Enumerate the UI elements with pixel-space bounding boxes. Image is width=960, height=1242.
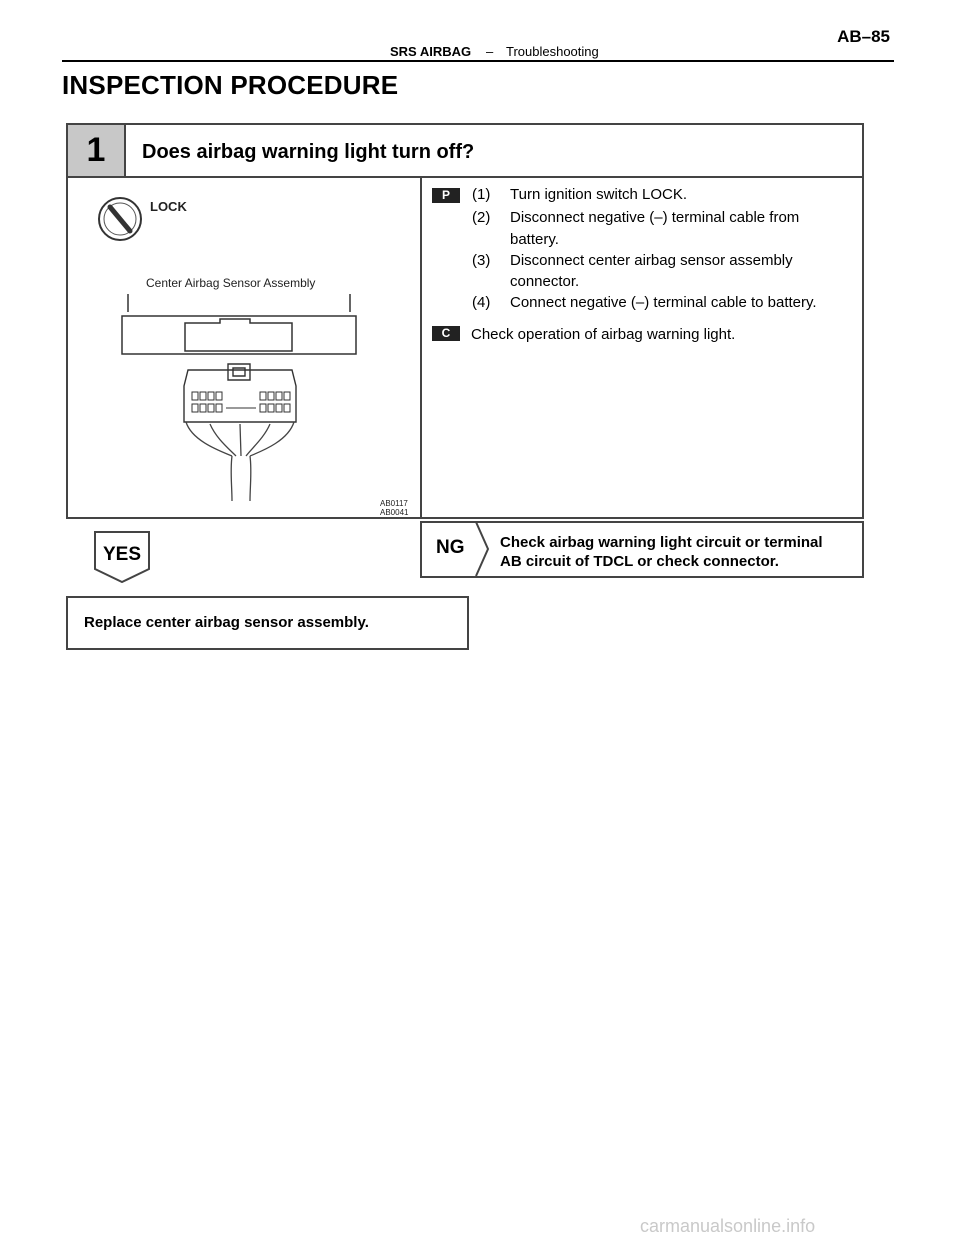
watermark: carmanualsonline.info (640, 1216, 816, 1236)
check-text: Check operation of airbag warning light. (471, 326, 736, 343)
header-rule (62, 60, 894, 62)
procedure-step-number: (1) (472, 186, 491, 203)
procedure-step-text: battery. (510, 231, 559, 248)
procedure-step-text: connector. (510, 273, 580, 290)
procedure-step-text: Turn ignition switch LOCK. (510, 186, 688, 203)
check-tag: C (432, 326, 460, 341)
yes-action-text: Replace center airbag sensor assembly. (84, 614, 369, 631)
sensor-housing (122, 294, 356, 354)
ng-action-line: AB circuit of TDCL or check connector. (500, 553, 779, 570)
procedure-step-text: Disconnect center airbag sensor assembly (510, 252, 793, 269)
procedure-step-number: (2) (472, 209, 491, 226)
ng-arrow-icon (474, 522, 494, 576)
step-question: Does airbag warning light turn off? (142, 141, 475, 163)
header-section: SRS AIRBAG (390, 44, 472, 59)
procedure-step-text: Connect negative (–) terminal cable to battery. (510, 294, 817, 311)
step-divider-horizontal (68, 176, 862, 178)
page-title: INSPECTION PROCEDURE (62, 70, 399, 100)
sensor-illustration (80, 186, 416, 516)
connector (184, 364, 296, 422)
ng-action-line: Check airbag warning light circuit or terminal (500, 534, 823, 551)
ignition-lock-icon (99, 198, 141, 240)
prep-tag: P (432, 188, 460, 203)
procedure-step-number: (3) (472, 252, 491, 269)
procedure-step-text: Disconnect negative (–) terminal cable from (510, 209, 800, 226)
wire-harness (186, 422, 294, 501)
procedure-step-number: (4) (472, 294, 491, 311)
ng-action-text (500, 533, 850, 571)
figure-code-1: AB0117 (380, 499, 408, 508)
page-number: AB–85 (837, 27, 890, 46)
header-separator: – (486, 44, 494, 59)
figure-code-2: AB0041 (380, 508, 409, 516)
lock-label: LOCK (150, 199, 187, 214)
step-number: 1 (86, 131, 106, 169)
ng-label: NG (436, 537, 465, 558)
sensor-label: Center Airbag Sensor Assembly (146, 276, 316, 290)
yes-label: YES (102, 544, 142, 565)
header-subsection: Troubleshooting (506, 44, 599, 59)
step-divider-vertical (420, 178, 422, 517)
